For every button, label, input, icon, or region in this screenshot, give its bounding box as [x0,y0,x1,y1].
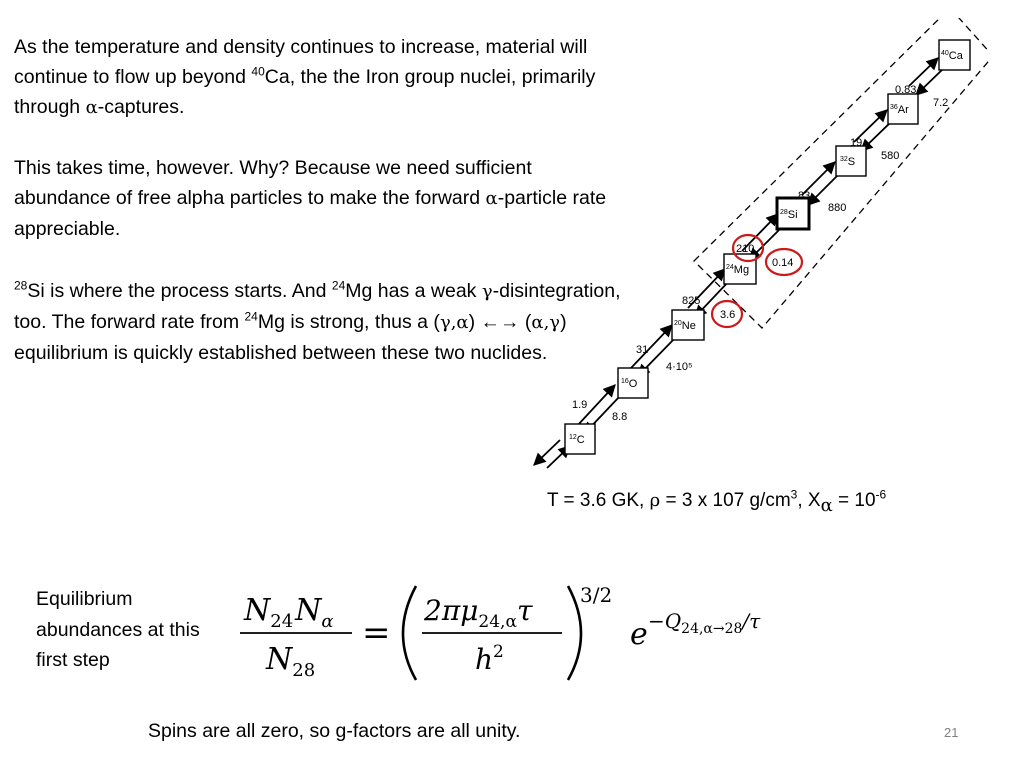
svg-text:2πμ24,ατ: $2\pi\mu_{24,\alpha}\tau$ [424,594,533,632]
p3-sup-mg2: 24 [244,309,258,324]
p3-sup-mg: 24 [331,278,346,293]
p3-text-e: ) [468,311,481,333]
caption-x: , X [797,490,821,511]
p3-text-d: Mg is strong, thus a ( [257,311,440,333]
svg-text:−Q24,α→28/τ: $-Q_{24,\alpha\to 28}/\tau$ [648,609,761,637]
p3-pair-alpha-gamma: α,γ [531,312,561,333]
svg-text:36Ar: $^{36}$Ar [890,104,909,116]
p2-text-b: -particle rate appreciable. [14,187,607,240]
nuclide-o16 [618,368,648,398]
equilibrium-label: Equilibrium abundances at this first step [36,588,200,671]
svg-text:=: = [362,613,391,653]
spins-note: Spins are all zero, so g-factors are all unity. [148,720,521,742]
p1-sup-ca: 40 [251,64,265,79]
svg-text:880: 880 [828,202,847,214]
svg-text:N28: $N_{28}$ [266,642,316,681]
svg-text:28Si: $^{28}$Si [780,209,798,221]
caption-exponent: -6 [875,487,887,502]
svg-text:0.83: 0.83 [895,84,917,96]
svg-text:7.2: 7.2 [933,97,949,109]
p3-gamma-symbol: γ [481,281,493,302]
p3-text-c: -disintegration, too. The forward rate from [14,280,621,333]
svg-text:1.9: 1.9 [572,399,588,411]
svg-text:4·10⁵: 4·10⁵ [666,361,693,373]
p1-text-a: As the temperature and density continues to increase, material will continue to flow up beyond [14,36,588,88]
p3-sup-si: 28 [14,278,28,293]
caption-sup-3: 3 [790,487,798,502]
caption-ten: = 10 [832,490,876,511]
saha-equation [230,572,830,687]
svg-text:3.6: 3.6 [720,309,736,321]
svg-text:32S: $^{32}$S [840,156,856,168]
nuclide-si28 [777,198,809,229]
svg-text:83: 83 [798,190,811,202]
svg-text:N24Nα: $N_{24}N_\alpha$ [244,593,334,632]
svg-text:210: 210 [736,243,755,255]
svg-text:580: 580 [881,150,900,162]
alpha-chain-diagram [520,18,990,483]
nuclide-s32 [836,146,866,176]
p3-text-b: Mg has a weak [345,280,482,302]
p3-text-g: ) equilibrium is quickly established between these two nuclides. [14,311,567,364]
page-number: 21 [944,725,959,740]
svg-text:20Ne: $^{20}$Ne [674,320,696,332]
caption-temp: T = 3.6 GK, [547,490,650,511]
nuclide-ar36 [888,94,918,124]
rho-symbol: ρ [649,490,661,511]
svg-text:0.14: 0.14 [772,257,794,269]
svg-text:31: 31 [636,344,649,356]
double-arrow-icon: ←→ [480,311,520,333]
svg-text:24Mg: $^{24}$Mg [726,264,750,276]
arrow-tail-out [534,440,560,465]
svg-text:40Ca: $^{40}$Ca [941,50,963,62]
p1-text-c: -captures. [97,96,185,118]
p3-text-f: ( [519,311,532,333]
svg-text:16O: $^{16}$O [621,378,638,390]
svg-text:8.8: 8.8 [612,411,628,423]
p1-alpha-symbol: α [85,97,98,118]
svg-text:825: 825 [682,295,701,307]
nuclide-c12 [565,424,595,454]
p3-pair-gamma-alpha: γ,α [439,312,469,333]
p2-alpha-symbol: α [485,188,498,209]
svg-text:12C: $^{12}$C [569,434,585,446]
svg-text:h2: $h^2$ [475,642,504,676]
svg-text:3/2: 3/2 [580,583,613,607]
left-paren [403,586,416,680]
nuclide-ca40 [939,40,970,70]
caption-sub-alpha: α [820,494,833,516]
svg-text:e: e [630,617,648,652]
svg-text:19: 19 [850,137,863,149]
p2-text-a: This takes time, however. Why? Because we need sufficient abundance of free alpha particles to make the forward [14,157,532,209]
conditions-caption [547,487,887,516]
caption-density: = 3 x 107 g/cm [660,490,791,511]
nuclide-ne20 [672,310,704,340]
p3-text-a: Si is where the process starts. And [27,280,332,302]
p1-text-b: Ca, the the Iron group nuclei, primarily through [14,66,596,118]
